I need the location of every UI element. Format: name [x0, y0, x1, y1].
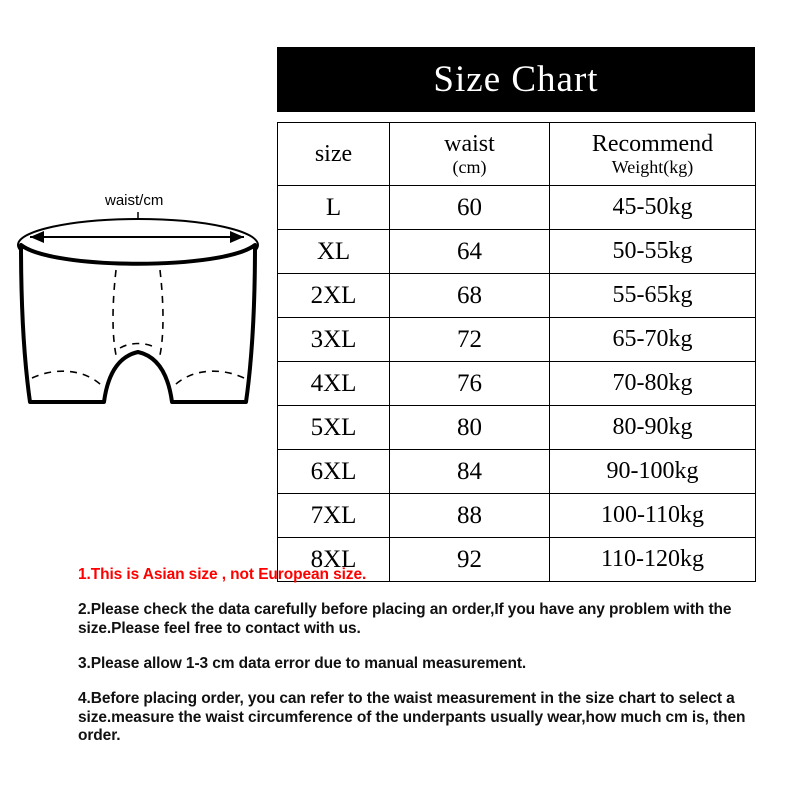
cell-weight: 90-100kg [550, 450, 756, 494]
cell-weight: 100-110kg [550, 494, 756, 538]
boxer-briefs-illustration [8, 190, 268, 440]
cell-size: 7XL [278, 494, 390, 538]
waist-measure-label: waist/cm [105, 192, 164, 209]
column-header-weight-main: Recommend [591, 131, 714, 158]
cell-waist: 92 [390, 538, 550, 582]
column-header-waist [390, 123, 550, 186]
cell-size: 3XL [278, 318, 390, 362]
cell-size: 2XL [278, 274, 390, 318]
cell-weight: 45-50kg [550, 186, 756, 230]
table-header-row [278, 123, 756, 186]
cell-weight: 65-70kg [550, 318, 756, 362]
column-header-waist-sub: (cm) [452, 156, 487, 177]
size-chart-table [277, 122, 756, 582]
table-row [278, 230, 756, 274]
cell-size: 6XL [278, 450, 390, 494]
column-header-waist-main: waist [444, 131, 495, 158]
note-item-4: 4.Before placing order, you can refer to the waist measurement in the size chart to select a size.measure the waist circumference of the underpants usually wear,how much cm is, then order. [78, 689, 746, 745]
column-header-weight-sub: Weight(kg) [611, 156, 694, 177]
cell-waist: 76 [390, 362, 550, 406]
table-row [278, 318, 756, 362]
cell-waist: 60 [390, 186, 550, 230]
cell-waist: 80 [390, 406, 550, 450]
cell-waist: 68 [390, 274, 550, 318]
cell-size: 5XL [278, 406, 390, 450]
cell-weight: 110-120kg [550, 538, 756, 582]
cell-weight: 50-55kg [550, 230, 756, 274]
cell-waist: 84 [390, 450, 550, 494]
column-header-weight [550, 123, 756, 186]
cell-waist: 64 [390, 230, 550, 274]
note-item-2: 2.Please check the data carefully before placing an order,If you have any problem with the size.Please feel free to contact with us. [78, 600, 732, 637]
size-chart-title-banner [277, 47, 755, 112]
table-row [278, 186, 756, 230]
cell-size: 4XL [278, 362, 390, 406]
note-item-1: 1.This is Asian size , not European size. [78, 566, 367, 583]
cell-size: L [278, 186, 390, 230]
note-item-3: 3.Please allow 1-3 cm data error due to manual measurement. [78, 654, 527, 672]
table-row [278, 406, 756, 450]
cell-waist: 72 [390, 318, 550, 362]
table-row [278, 362, 756, 406]
cell-weight: 55-65kg [550, 274, 756, 318]
table-row [278, 494, 756, 538]
column-header-size-main: size [314, 140, 353, 167]
page-title: Size Chart [433, 59, 599, 100]
table-row [278, 274, 756, 318]
table-row [278, 450, 756, 494]
cell-size: XL [278, 230, 390, 274]
cell-size: 8XL [278, 538, 390, 582]
cell-waist: 88 [390, 494, 550, 538]
column-header-size [278, 123, 390, 186]
cell-weight: 70-80kg [550, 362, 756, 406]
cell-weight: 80-90kg [550, 406, 756, 450]
notes-list [78, 566, 778, 746]
